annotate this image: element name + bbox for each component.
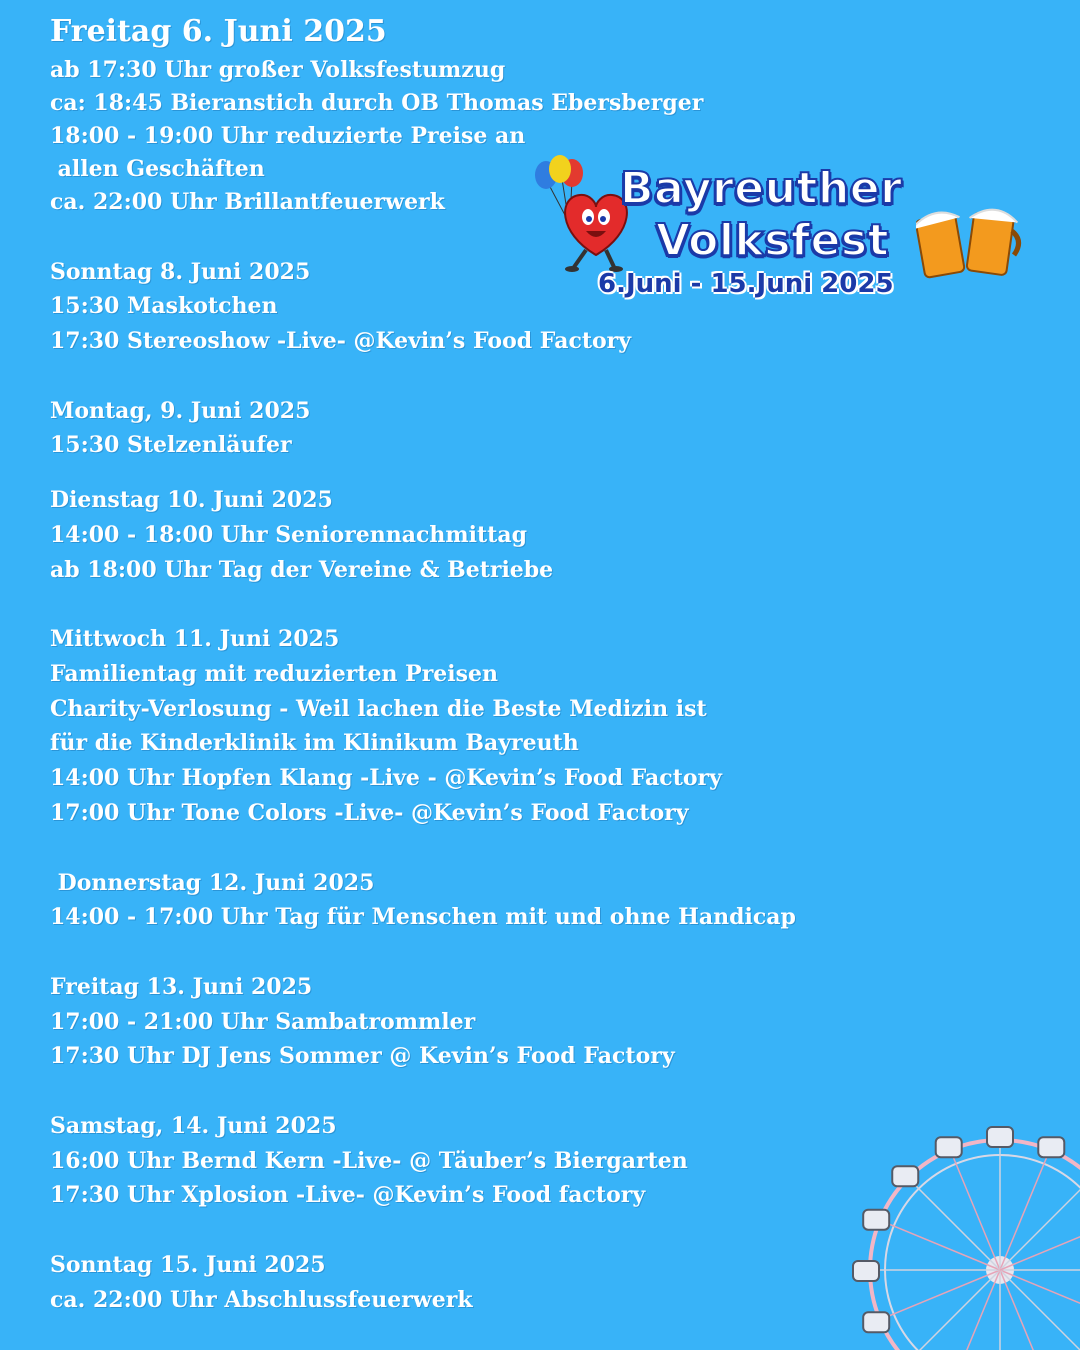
ferris-wheel-structure (853, 1127, 1080, 1350)
event-line: 16:00 Uhr Bernd Kern -Live- @ Täuber’s Biergarten (50, 1148, 688, 1174)
wheel-spoke (1000, 1178, 1080, 1270)
logo-date-range: 6.Juni - 15.Juni 2025 (598, 269, 894, 299)
day-heading-sun-15: Sonntag 15. Juni 2025 (50, 1252, 326, 1278)
event-line: 17:00 - 21:00 Uhr Sambatrommler (50, 1009, 476, 1035)
heart-mascot-icon (528, 155, 628, 275)
day-heading-fri-13: Freitag 13. Juni 2025 (50, 974, 313, 1000)
logo-title-line1: Bayreuther (620, 163, 903, 214)
ferris-wheel-image (790, 1120, 1080, 1350)
day-heading-sun-8: Sonntag 8. Juni 2025 (50, 259, 311, 285)
wheel-spoke (1000, 1270, 1080, 1320)
event-line: ca: 18:45 Bieranstich durch OB Thomas Ebersberger (50, 90, 704, 116)
event-line: ab 17:30 Uhr großer Volksfestumzug (50, 57, 506, 83)
day-heading-sat-14: Samstag, 14. Juni 2025 (50, 1113, 337, 1139)
event-line: für die Kinderklinik im Klinikum Bayreuth (50, 730, 579, 756)
wheel-gondola (1038, 1137, 1064, 1157)
volksfest-logo (528, 155, 1048, 315)
day-heading-tue-10: Dienstag 10. Juni 2025 (50, 487, 333, 513)
event-line: 14:00 - 18:00 Uhr Seniorennachmittag (50, 522, 527, 548)
event-line: Familientag mit reduzierten Preisen (50, 661, 499, 687)
wheel-gondola (863, 1210, 889, 1230)
event-line: 15:30 Maskotchen (50, 293, 278, 319)
wheel-gondola (892, 1166, 918, 1186)
event-line: 18:00 - 19:00 Uhr reduzierte Preise an (50, 123, 526, 149)
event-line: 17:30 Uhr Xplosion -Live- @Kevin’s Food factory (50, 1182, 646, 1208)
wheel-gondola (853, 1261, 879, 1281)
beer-mugs-icon (916, 195, 1026, 285)
event-line: 17:30 Stereoshow -Live- @Kevin’s Food Factory (50, 328, 632, 354)
wheel-gondola (987, 1127, 1013, 1147)
wheel-gondola (936, 1137, 962, 1157)
event-line: ca. 22:00 Uhr Abschlussfeuerwerk (50, 1287, 473, 1313)
wheel-spoke (1000, 1220, 1080, 1270)
event-line: ab 18:00 Uhr Tag der Vereine & Betriebe (50, 557, 554, 583)
wheel-spoke (1000, 1270, 1050, 1350)
event-line: Charity-Verlosung - Weil lachen die Beste Medizin ist (50, 696, 707, 722)
day-heading-thu-12: Donnerstag 12. Juni 2025 (50, 870, 375, 896)
event-line: 17:30 Uhr DJ Jens Sommer @ Kevin’s Food Factory (50, 1043, 675, 1069)
day-heading-mon-9: Montag, 9. Juni 2025 (50, 398, 311, 424)
wheel-gondola (863, 1312, 889, 1332)
event-line: allen Geschäften (50, 156, 265, 182)
day-heading-wed-11: Mittwoch 11. Juni 2025 (50, 626, 340, 652)
event-line: ca. 22:00 Uhr Brillantfeuerwerk (50, 189, 445, 215)
wheel-spoke (908, 1178, 1000, 1270)
event-line: 15:30 Stelzenläufer (50, 432, 292, 458)
event-line: 14:00 Uhr Hopfen Klang -Live - @Kevin’s Food Factory (50, 765, 722, 791)
wheel-spoke (908, 1270, 1000, 1350)
day-heading-fri-6: Freitag 6. Juni 2025 (50, 14, 387, 49)
event-line: 17:00 Uhr Tone Colors -Live- @Kevin’s Food Factory (50, 800, 689, 826)
logo-title-line2: Volksfest (656, 215, 890, 266)
event-line: 14:00 - 17:00 Uhr Tag für Menschen mit und ohne Handicap (50, 904, 796, 930)
wheel-spoke (1000, 1270, 1080, 1350)
wheel-spoke (950, 1270, 1000, 1350)
